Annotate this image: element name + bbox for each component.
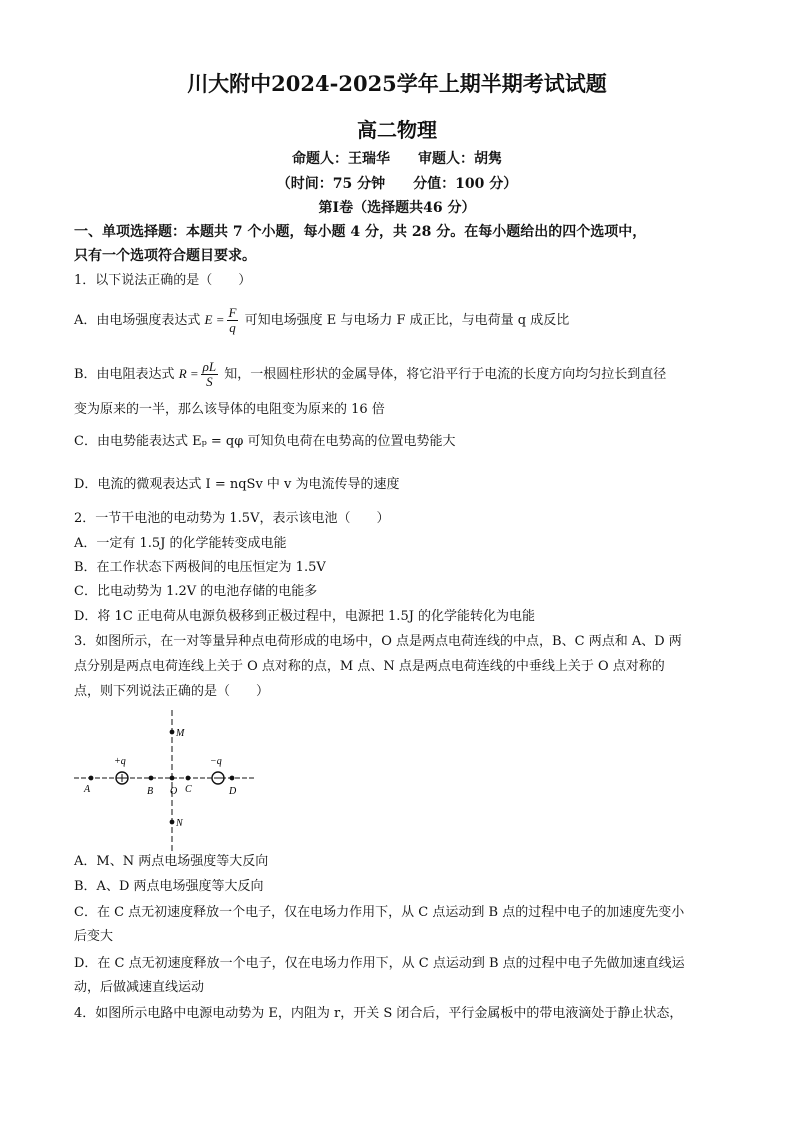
q3-option-d-line2: 动，后做减速直线运动 [74,980,205,995]
label-n: N [176,818,183,829]
q3-figure-charges [70,706,270,854]
q1-option-c: C．由电势能表达式 Eₚ = qφ 可知负电荷在电势高的位置电势能大 [74,434,456,449]
time-score-line: （时间：75 分钟 分值：100 分） [276,176,518,192]
label-m: M [176,728,185,739]
q3-option-b: B．A、D 两点电场强度等大反向 [74,879,264,894]
q1-b-prefix: B．由电阻表达式 [74,367,179,382]
section-heading-line2: 只有一个选项符合题目要求。 [74,248,256,264]
q3-option-c-line2: 后变大 [74,929,114,944]
point-d-dot [230,776,235,781]
q1-option-b [74,358,734,391]
q1-option-a [74,304,734,337]
q3-stem-line2: 点分别是两点电荷连线上关于 O 点对称的点，M 点、N 点是两点电荷连线的中垂线上关于 O 点对称的 [74,659,665,674]
authors-line: 命题人：王瑞华 审题人：胡隽 [292,151,502,167]
point-m-dot [170,730,175,735]
point-c-dot [186,776,191,781]
volume-line: 第Ⅰ卷（选择题共46 分） [318,200,476,216]
q1-b-suffix: 知，一根圆柱形状的金属导体，将它沿平行于电流的长度方向均匀拉长到直径 [220,367,667,382]
q1-b-fraction [201,360,218,389]
q2-option-c: C．比电动势为 1.2V 的电池存储的电能多 [74,584,318,599]
q2-option-b: B．在工作状态下两极间的电压恒定为 1.5V [74,560,326,575]
q1-b-eq: R = [178,366,199,381]
point-a-dot [89,776,94,781]
q2-option-a: A．一定有 1.5J 的化学能转变成电能 [74,536,287,551]
q3-option-d-line1: D．在 C 点无初速度释放一个电子，仅在电场力作用下，从 C 点运动到 B 点的过程中电子先做加速直线运 [74,956,685,971]
section-heading-line1: 一、单项选择题：本题共 7 个小题，每小题 4 分，共 28 分。在每小题给出的四个选项中， [74,224,647,240]
label-o: O [170,786,178,797]
exam-title: 川大附中2024-2025学年上期半期考试试题 [187,71,607,96]
q1-option-b-cont: 变为原来的一半，那么该导体的电阻变为原来的 16 倍 [74,402,385,417]
q1-a-numerator: F [228,305,237,320]
q1-a-eq: E = [204,312,225,327]
label-d: D [229,786,237,797]
q3-stem-line1: 3．如图所示，在一对等量异种点电荷形成的电场中，O 点是两点电荷连线的中点，B、C 两点和 A、D 两 [74,634,682,649]
subject-title: 高二物理 [357,118,437,142]
q1-stem: 1．以下说法正确的是（ ） [74,273,252,288]
q3-option-c-line1: C．在 C 点无初速度释放一个电子，仅在电场力作用下，从 C 点运动到 B 点的过程中电子的加速度先变小 [74,905,685,920]
label-a: A [84,784,91,795]
q1-a-denominator: q [229,320,236,335]
label-positive-charge: +q [114,756,126,767]
point-b-dot [149,776,154,781]
q1-a-fraction [227,306,239,335]
label-negative-charge: −q [210,756,222,767]
q3-option-a: A．M、N 两点电场强度等大反向 [74,854,269,869]
q1-a-prefix: A．由电场强度表达式 [74,313,205,328]
q1-b-numerator: ρL [202,359,217,374]
q4-stem-line1: 4．如图所示电路中电源电动势为 E，内阻为 r，开关 S 闭合后，平行金属板中的带电液滴处于静止状态， [74,1006,683,1021]
label-c: C [185,784,192,795]
q3-stem-line3: 点，则下列说法正确的是（ ） [74,684,270,699]
label-b: B [147,786,154,797]
q1-a-suffix: 可知电场强度 E 与电场力 F 成正比，与电荷量 q 成反比 [240,313,570,328]
q2-stem: 2．一节干电池的电动势为 1.5V，表示该电池（ ） [74,511,390,526]
q1-b-denominator: S [206,374,213,389]
point-n-dot [170,820,175,825]
q1-option-d: D．电流的微观表达式 I = nqSv 中 v 为电流传导的速度 [74,477,400,492]
q2-option-d: D．将 1C 正电荷从电源负极移到正极过程中，电源把 1.5J 的化学能转化为电能 [74,609,536,624]
point-o-dot [170,776,175,781]
